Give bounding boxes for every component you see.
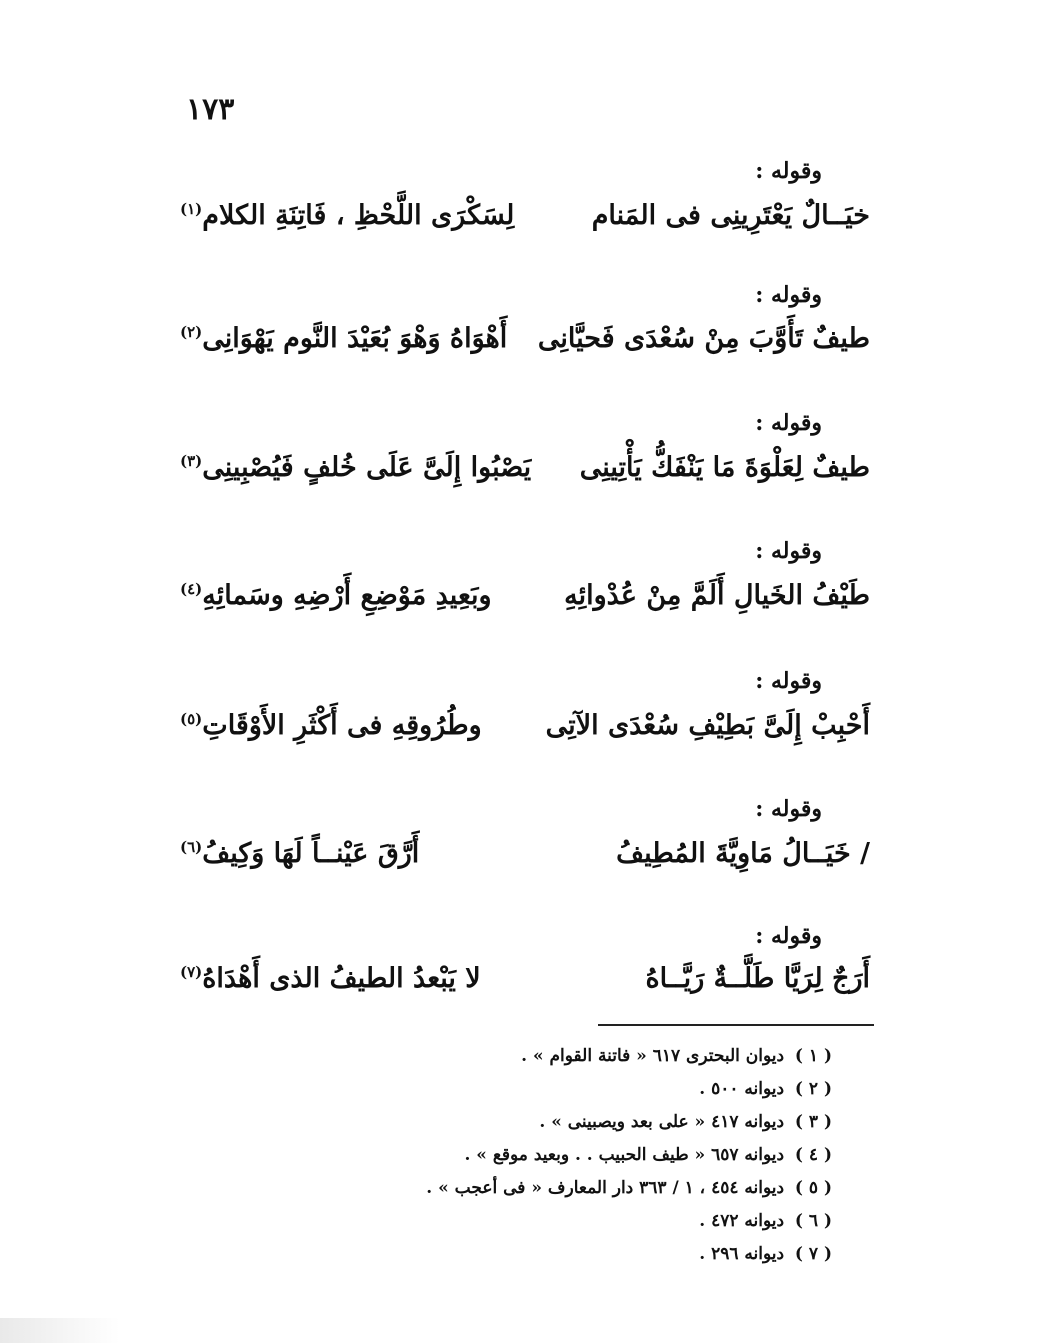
verse-first-hemistich: أَحْبِبْ إِلَىَّ بَطِيْفِ سُعْدَى الآتِى [545,710,870,741]
verse-first-hemistich: طيفٌ تَأَوَّبَ مِنْ سُعْدَى فَحيَّانِى [537,323,870,354]
verse-second-hemistich-text: لا يَبْعدُ الطيفُ الذى أَهْدَاهُ [202,963,481,994]
footnote-marker: (٣) [180,452,203,470]
footnote-number: ( ٥ ) [794,1178,832,1198]
verse-second-hemistich [180,838,419,869]
footnote-item [272,1172,832,1205]
verse-intro: وقوله : [755,158,822,184]
footnote-text: ديوانه ٢٩٦ . [699,1244,785,1264]
verse-line [180,323,870,369]
footnote-item [272,1205,832,1238]
footnote-number: ( ٤ ) [794,1145,832,1165]
footnote-item [272,1073,832,1106]
footnote-text: ديوانه ٦٥٧ « طيف الحبيب . . وبعيد موقع » . [464,1145,785,1165]
verse-intro: وقوله : [755,282,822,308]
footnote-text: ديوانه ٥٠٠ . [699,1079,785,1099]
verse-second-hemistich-text: وبَعِيدِ مَوْضِعِ أَرْضِهِ وسَمائِهِ [202,580,492,611]
verse-intro: وقوله : [755,538,822,564]
page-number: ١٧٣ [186,92,235,127]
footnote-text: ديوان البحترى ٦١٧ « فاتنة القوام » . [521,1046,785,1066]
footnote-item [272,1106,832,1139]
verse-second-hemistich-text: وطُرُوقِهِ فى أَكْثَرِ الأَوْقَاتِ [202,710,482,741]
footnote-item [272,1040,832,1073]
verse-second-hemistich-text: لِسَكْرَى اللَّحْظِ ، فَاتِنَةِ الكلام [202,200,515,231]
verse-intro: وقوله : [755,410,822,436]
verse-second-hemistich-text: أَهْوَاهُ وَهْوَ بُعَيْدَ النَّوم يَهْوَانِى [202,323,508,354]
verse-second-hemistich [180,452,531,483]
verse-first-hemistich: طَيْفُ الخَيالِ أَلَمَّ مِنْ عُدْوائِهِ [564,580,870,611]
scan-shadow [0,1318,120,1343]
verse-line [180,452,870,498]
verse-second-hemistich [180,963,481,994]
footnote-divider [598,1024,874,1026]
verse-line [180,200,870,246]
footnote-marker: (٦) [180,838,203,856]
verse-intro: وقوله : [755,923,822,949]
verse-second-hemistich-text: يَصْبُوا إِلَىَّ عَلَى خُلفٍ فَيُصْبِينِى [202,452,532,483]
verse-second-hemistich-text: أَرَّقَ عَيْنــاً لَهَا وَكِيفُ [202,838,420,869]
verse-line [180,963,870,1009]
footnote-number: ( ٣ ) [794,1112,832,1132]
verse-first-hemistich: خيَــالٌ يَعْتَرِينِى فى المَنام [591,200,870,231]
footnote-number: ( ٢ ) [794,1079,832,1099]
footnote-marker: (١) [180,200,203,218]
verse-second-hemistich [180,200,514,231]
verse-first-hemistich: طيفٌ لِعَلْوَةَ مَا يَنْفَكُّ يَأْتِينِى [579,452,870,483]
verse-intro: وقوله : [755,668,822,694]
footnote-item [272,1139,832,1172]
footnote-text: ديوانه ٤٥٤ ، ١ / ٣٦٣ دار المعارف « فى أعجب » . [426,1178,785,1198]
footnote-marker: (٧) [180,963,203,981]
footnote-text: ديوانه ٤١٧ « على بعد ويصبينى » . [539,1112,785,1132]
verse-second-hemistich [180,710,482,741]
verse-line [180,838,870,884]
verse-line [180,580,870,626]
footnote-marker: (٥) [180,710,203,728]
footnotes-list [272,1040,832,1271]
verse-second-hemistich [180,580,492,611]
verse-line [180,710,870,756]
verse-first-hemistich: / خَيَــالُ مَاوِيَّةَ المُطِيفُ [616,838,870,869]
footnote-number: ( ٧ ) [794,1244,832,1264]
verse-first-hemistich: أَرَجٌ لِرَيَّا طَلَّــةٌ رَيَّــاهُ [645,963,870,994]
footnote-text: ديوانه ٤٧٢ . [699,1211,785,1231]
footnote-marker: (٤) [180,580,203,598]
verse-intro: وقوله : [755,796,822,822]
verse-second-hemistich [180,323,507,354]
footnote-number: ( ١ ) [794,1046,832,1066]
footnote-marker: (٢) [180,323,203,341]
footnote-item [272,1238,832,1271]
footnote-number: ( ٦ ) [794,1211,832,1231]
